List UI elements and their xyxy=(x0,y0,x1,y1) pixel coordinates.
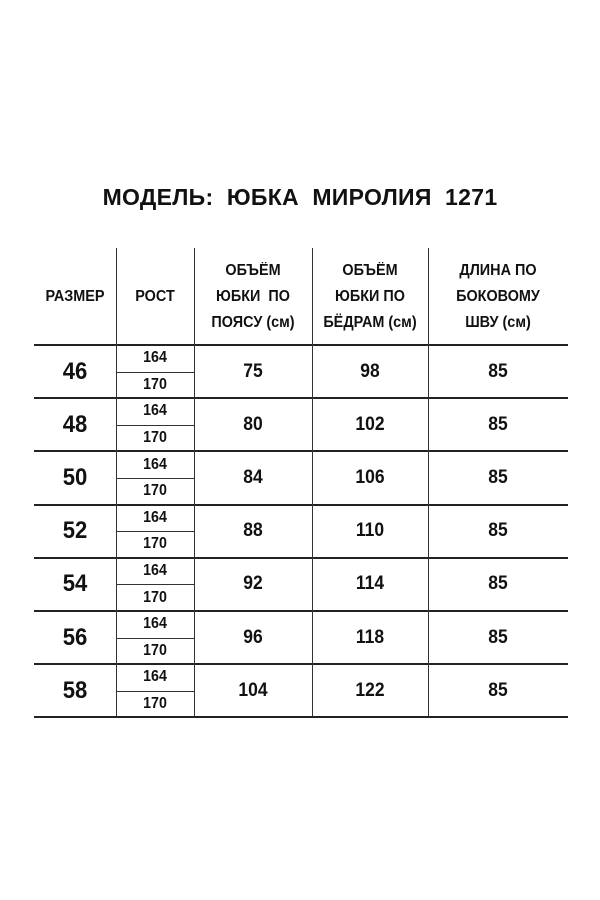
length-value: 85 xyxy=(488,520,508,542)
size-value: 46 xyxy=(62,357,88,385)
height-value: 170 xyxy=(143,375,167,393)
hips-value: 110 xyxy=(355,520,385,542)
header-length: ДЛИНА ПО БОКОВОМУ ШВУ (см) xyxy=(456,261,540,331)
height-value: 170 xyxy=(143,482,167,500)
height-value: 170 xyxy=(143,535,167,553)
size-value: 54 xyxy=(62,570,88,598)
waist-value: 104 xyxy=(238,679,268,701)
hips-value: 122 xyxy=(355,679,385,701)
hips-value: 102 xyxy=(355,413,385,435)
length-value: 85 xyxy=(488,360,508,382)
height-divider xyxy=(116,691,194,692)
size-value: 56 xyxy=(62,623,88,651)
hips-value: 114 xyxy=(355,573,385,595)
page-title: МОДЕЛЬ: ЮБКА МИРОЛИЯ 1271 xyxy=(102,184,498,210)
waist-value: 84 xyxy=(243,466,263,488)
height-divider xyxy=(116,478,194,479)
height-value: 164 xyxy=(143,402,167,420)
column-divider xyxy=(428,248,429,717)
height-value: 164 xyxy=(143,668,167,686)
height-divider xyxy=(116,638,194,639)
length-value: 85 xyxy=(488,679,508,701)
height-value: 164 xyxy=(143,349,167,367)
column-divider xyxy=(312,248,313,717)
header-hips: ОБЪЁМ ЮБКИ ПО БЁДРАМ (см) xyxy=(323,261,417,331)
header-waist: ОБЪЁМ ЮБКИ ПО ПОЯСУ (см) xyxy=(211,261,295,331)
table-divider xyxy=(34,716,568,718)
waist-value: 96 xyxy=(243,626,263,648)
height-value: 164 xyxy=(143,562,167,580)
hips-value: 98 xyxy=(360,360,380,382)
size-value: 58 xyxy=(62,676,88,704)
header-height: РОСТ xyxy=(135,287,175,305)
length-value: 85 xyxy=(488,413,508,435)
waist-value: 80 xyxy=(243,413,263,435)
header-size: РАЗМЕР xyxy=(45,287,105,305)
height-divider xyxy=(116,531,194,532)
height-value: 164 xyxy=(143,508,167,526)
height-value: 170 xyxy=(143,641,167,659)
waist-value: 75 xyxy=(243,360,263,382)
hips-value: 118 xyxy=(355,626,385,648)
height-value: 170 xyxy=(143,429,167,447)
waist-value: 88 xyxy=(243,520,263,542)
column-divider xyxy=(116,248,117,717)
size-value: 50 xyxy=(62,463,88,491)
height-value: 164 xyxy=(143,455,167,473)
height-value: 170 xyxy=(143,695,167,713)
size-value: 52 xyxy=(62,517,88,545)
waist-value: 92 xyxy=(243,573,263,595)
column-divider xyxy=(194,248,195,717)
size-value: 48 xyxy=(62,410,88,438)
height-value: 170 xyxy=(143,588,167,606)
height-value: 164 xyxy=(143,615,167,633)
length-value: 85 xyxy=(488,466,508,488)
length-value: 85 xyxy=(488,573,508,595)
length-value: 85 xyxy=(488,626,508,648)
height-divider xyxy=(116,372,194,373)
height-divider xyxy=(116,584,194,585)
hips-value: 106 xyxy=(355,466,385,488)
height-divider xyxy=(116,425,194,426)
